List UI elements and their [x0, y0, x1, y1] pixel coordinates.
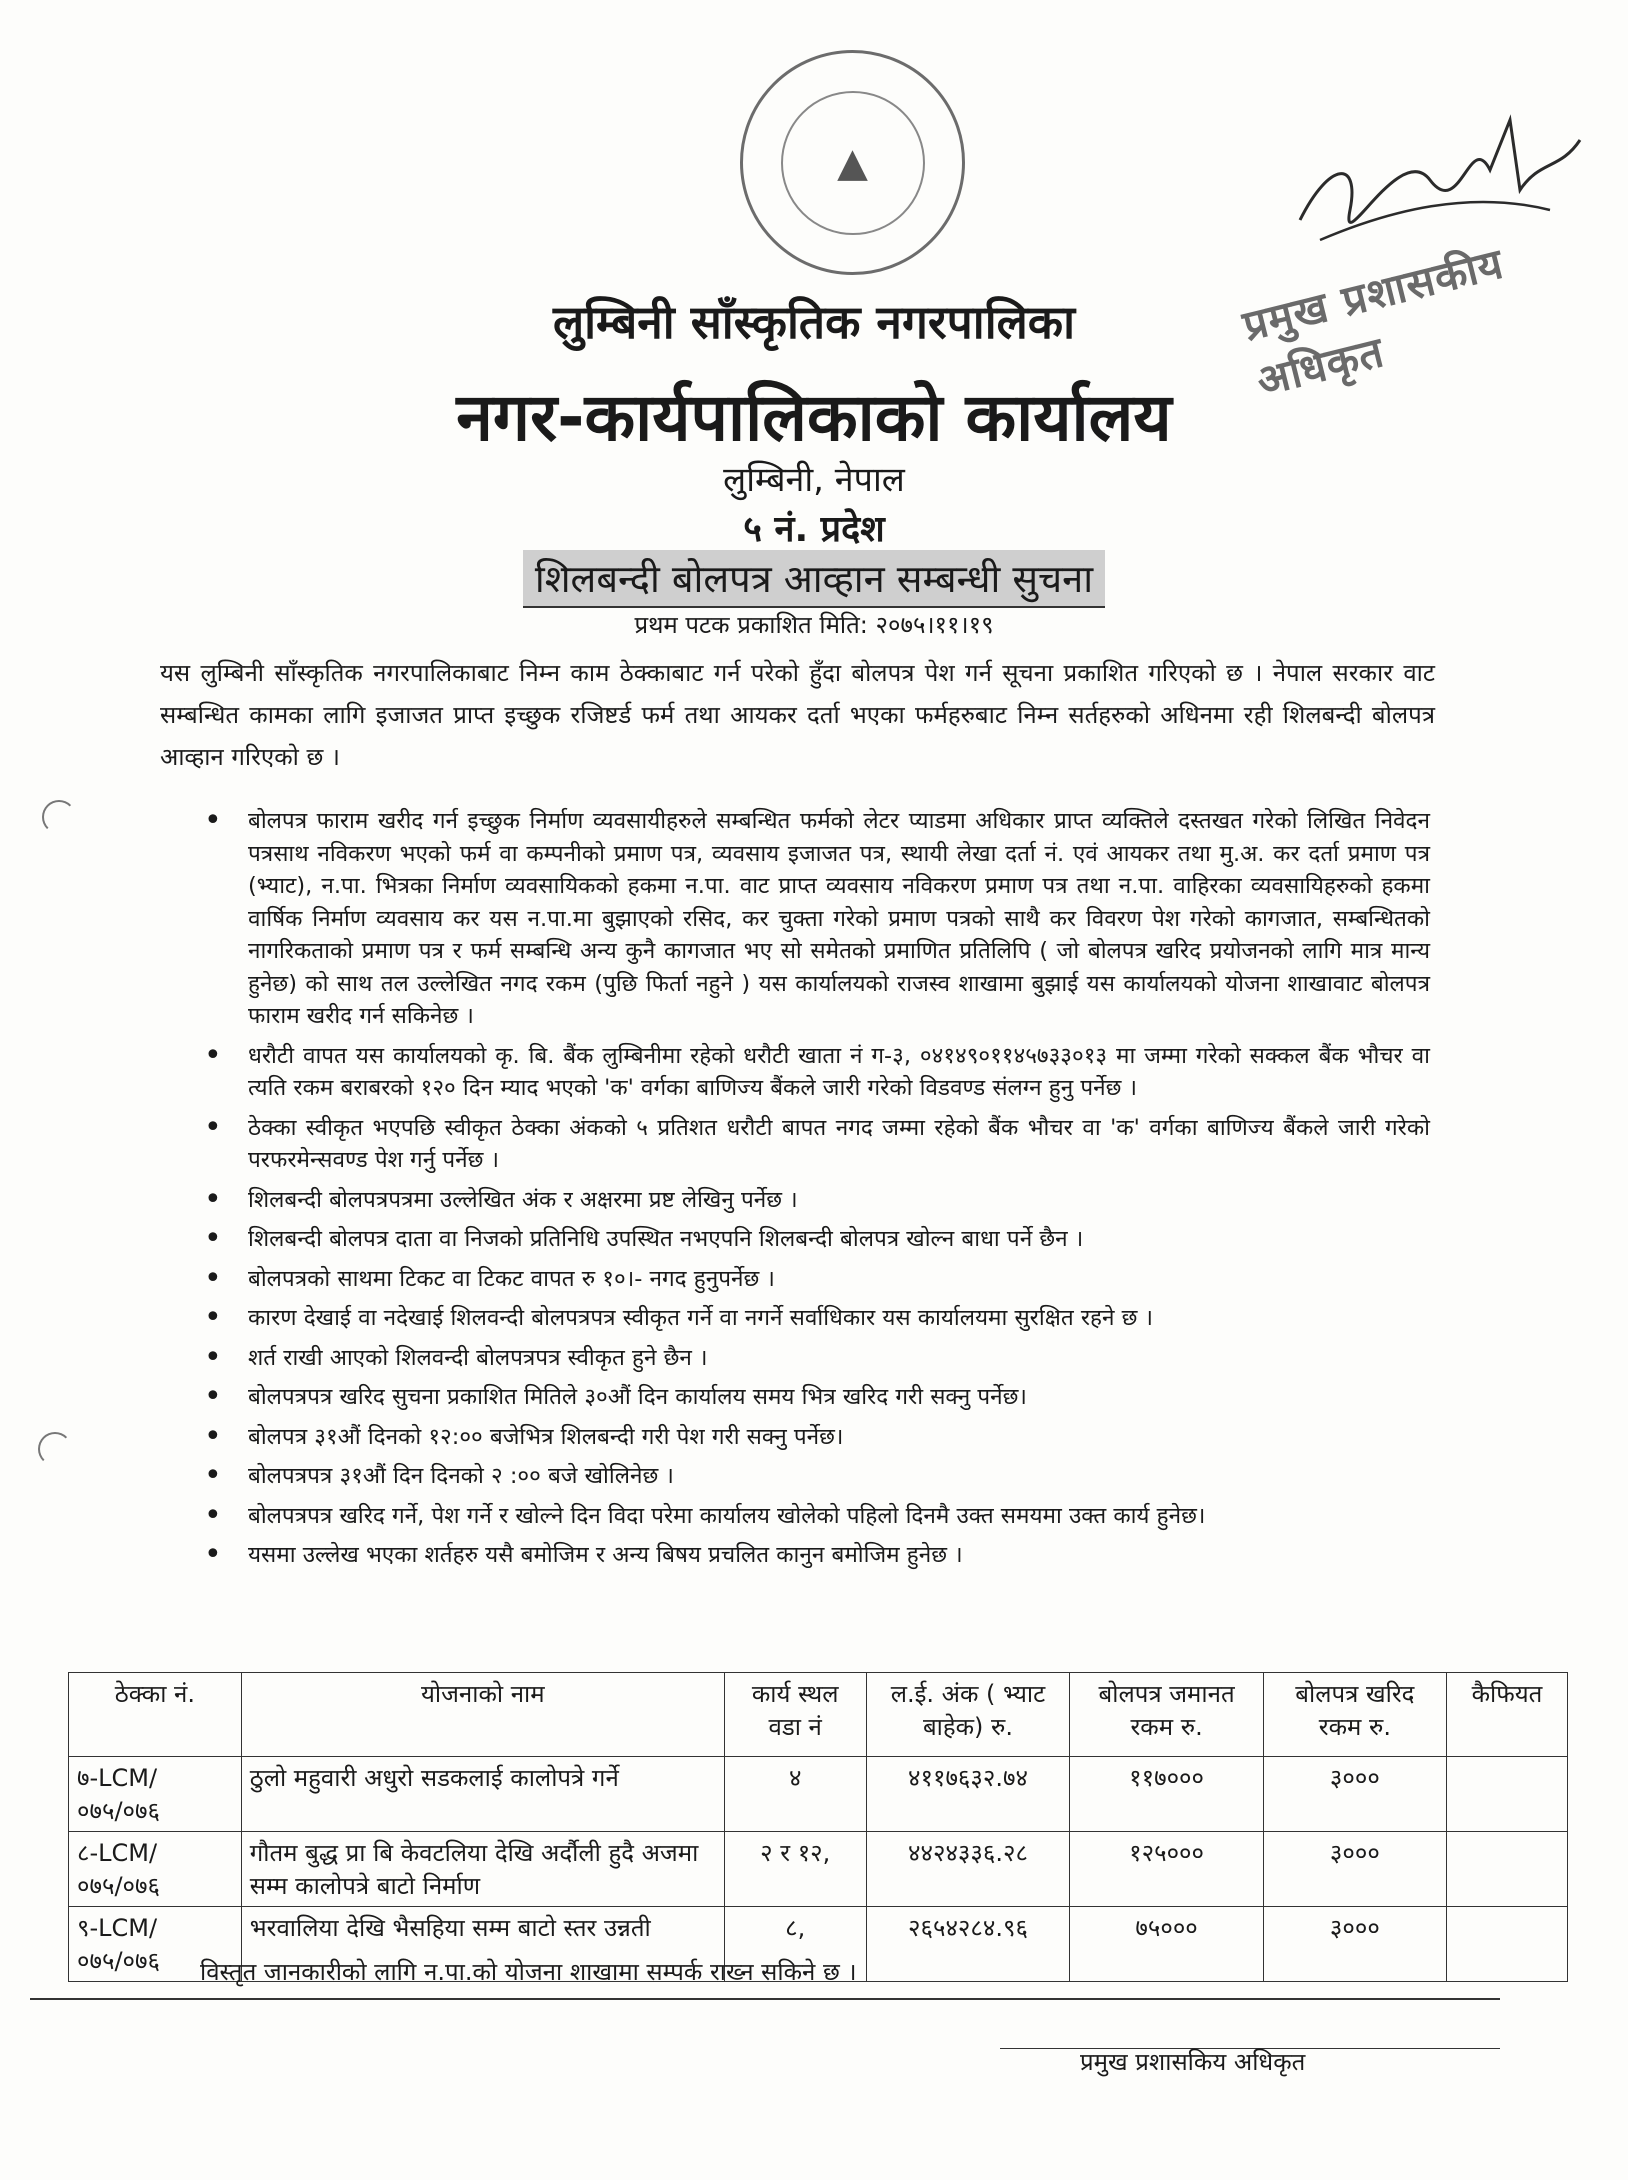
scan-mark [42, 800, 76, 834]
project-name: भरवालिया देखि भैसहिया सम्म बाटो स्तर उन्नती [241, 1907, 724, 1982]
officer-title: प्रमुख प्रशासकिय अधिकृत [1080, 2048, 1306, 2076]
publication-date: प्रथम पटक प्रकाशित मिति: २०७५।११।१९ [634, 611, 994, 639]
condition-item: • बोलपत्रपत्र खरिद गर्ने, पेश गर्ने र खोल्ने दिन विदा परेमा कार्यालय खोलेको पहिलो दिनमै उक्त समयमा उक्त कार्य हुनेछ। [200, 1500, 1430, 1533]
bid-security: १२५००० [1070, 1832, 1263, 1907]
condition-item: • शिलबन्दी बोलपत्रपत्रमा उल्लेखित अंक र अक्षरमा प्रष्ट लेखिनु पर्नेछ । [200, 1184, 1430, 1217]
condition-item: • बोलपत्रपत्र खरिद सुचना प्रकाशित मितिले ३०औं दिन कार्यालय समय भित्र खरिद गरी सक्नु पर्नेछ। [200, 1381, 1430, 1414]
province: ५ नं. प्रदेश [743, 509, 885, 550]
table-row [69, 1832, 1568, 1907]
bid-security: ७५००० [1070, 1907, 1263, 1982]
condition-item: • ठेक्का स्वीकृत भएपछि स्वीकृत ठेक्का अंकको ५ प्रतिशत धरौटी बापत नगद जम्मा रहेको बैंक भौचर वा 'क' वर्गका बाणिज्य बैंकले जारी गरेको परफरमेन्सवण्ड पेश गर्नु पर्नेछ । [200, 1112, 1430, 1177]
mountain-emblem-icon: ▲ [781, 91, 925, 235]
estimate-amount: ४११७६३२.७४ [866, 1757, 1070, 1832]
conditions-list [200, 805, 1430, 1579]
municipality-name: लुम्बिनी साँस्कृतिक नगरपालिका [552, 295, 1076, 349]
column-header: ठेक्का नं. [69, 1673, 242, 1757]
column-header: कैफियत [1446, 1673, 1567, 1757]
intro-paragraph: यस लुम्बिनी साँस्कृतिक नगरपालिकाबाट निम्न काम ठेक्काबाट गर्न परेको हुँदा बोलपत्र पेश गर्न सूचना प्रकाशित गरिएको छ । नेपाल सरकार वाट सम्बन्धित कामका लागि इजाजत प्राप्त इच्छुक रजिष्टर्ड फर्म तथा आयकर दर्ता भएका फर्महरुबाट निम्न सर्तहरुको अधिनमा रही शिलबन्दी बोलपत्र आव्हान गरिएको छ । [160, 659, 1435, 771]
office-name: नगर-कार्यपालिकाको कार्यालय [456, 379, 1172, 456]
condition-item: • शर्त राखी आएको शिलवन्दी बोलपत्रपत्र स्वीकृत हुने छैन । [200, 1342, 1430, 1375]
condition-item: • शिलबन्दी बोलपत्र दाता वा निजको प्रतिनिधि उपस्थित नभएपनि शिलबन्दी बोलपत्र खोल्न बाधा पर्ने छैन । [200, 1223, 1430, 1256]
estimate-amount: २६५४२८४.९६ [866, 1907, 1070, 1982]
project-name: गौतम बुद्ध प्रा बि केवटलिया देखि अर्दौली हुदै अजमा सम्म कालोपत्रे बाटो निर्माण [241, 1832, 724, 1907]
column-header: योजनाको नाम [241, 1673, 724, 1757]
remarks [1446, 1757, 1567, 1832]
table-header-row [69, 1673, 1568, 1757]
table-row [69, 1757, 1568, 1832]
ward-no: २ र १२, [724, 1832, 866, 1907]
column-header: बोलपत्र जमानत रकम रु. [1070, 1673, 1263, 1757]
ward-no: ८, [724, 1907, 866, 1982]
project-name: ठुलो महुवारी अधुरो सडकलाई कालोपत्रे गर्ने [241, 1757, 724, 1832]
condition-item: • बोलपत्र ३१औं दिनको १२:०० बजेभित्र शिलबन्दी गरी पेश गरी सक्नु पर्नेछ। [200, 1421, 1430, 1454]
works-table [68, 1672, 1568, 1982]
column-header: कार्य स्थल वडा नं [724, 1673, 866, 1757]
office-location: लुम्बिनी, नेपाल [723, 460, 905, 500]
condition-item: • बोलपत्रपत्र ३१औं दिन दिनको २ :०० बजे खोलिनेछ । [200, 1460, 1430, 1493]
officer-stamp: प्रमुख प्रशासकीय अधिकृत [1238, 238, 1509, 406]
bid-security: ११७००० [1070, 1757, 1263, 1832]
estimate-amount: ४४२४३३६.२८ [866, 1832, 1070, 1907]
bid-fee: ३००० [1263, 1907, 1446, 1982]
contract-no: ८-LCM/०७५/०७६ [69, 1832, 242, 1907]
contract-no: ९-LCM/०७५/०७६ [69, 1907, 242, 1982]
condition-item: • यसमा उल्लेख भएका शर्तहरु यसै बमोजिम र अन्य बिषय प्रचलित कानुन बमोजिम हुनेछ । [200, 1539, 1430, 1572]
ward-no: ४ [724, 1757, 866, 1832]
footer-note: विस्तृत जानकारीको लागि न.पा.को योजना शाखामा सम्पर्क राख्न सकिने छ । [200, 1958, 857, 1986]
divider [30, 1998, 1500, 2000]
column-header: बोलपत्र खरिद रकम रु. [1263, 1673, 1446, 1757]
remarks [1446, 1832, 1567, 1907]
condition-item: • बोलपत्रको साथमा टिकट वा टिकट वापत रु १०।- नगद हुनुपर्नेछ । [200, 1263, 1430, 1296]
condition-item: • बोलपत्र फाराम खरीद गर्न इच्छुक निर्माण व्यवसायीहरुले सम्बन्धित फर्मको लेटर प्याडमा अधिकार प्राप्त व्यक्तिले दस्तखत गरेको लिखित निवेदन पत्रसाथ नविकरण भएको फर्म वा कम्पनीको प्रमाण पत्र, व्यवसाय इजाजत पत्र, स्थायी लेखा दर्ता नं. एवं आयकर तथा मु.अ. कर दर्ता प्रमाण पत्र (भ्याट), न.पा. भित्रका निर्माण व्यवसायिकको हकमा न.पा. वाट प्राप्त व्यवसाय नविकरण प्रमाण पत्र तथा न.पा. वाहिरका व्यवसायिहरुको हकमा वार्षिक निर्माण व्यवसाय कर यस न.पा.मा बुझाएको रसिद, कर चुक्ता गरेको प्रमाण पत्रको साथै कर विवरण पेश गरेको कागजात, सम्बन्धितको नागरिकताको प्रमाण पत्र र फर्म सम्बन्धि अन्य कुनै कागजात भए सो समेतको प्रमाणित प्रतिलिपि ( जो बोलपत्र खरिद प्रयोजनको लागि मात्र मान्य हुनेछ) को साथ तल उल्लेखित नगद रकम (पुछि फिर्ता नहुने ) यस कार्यालयको राजस्व शाखामा बुझाई यस कार्यालयको योजना शाखावाट बोलपत्र फाराम खरीद गर्न सकिनेछ । [200, 805, 1430, 1033]
office-seal [740, 50, 965, 275]
condition-item: • कारण देखाई वा नदेखाई शिलवन्दी बोलपत्रपत्र स्वीकृत गर्ने वा नगर्ने सर्वाधिकार यस कार्यालयमा सुरक्षित रहने छ । [200, 1302, 1430, 1335]
column-header: ल.ई. अंक ( भ्याट बाहेक) रु. [866, 1673, 1070, 1757]
contract-no: ७-LCM/०७५/०७६ [69, 1757, 242, 1832]
bid-fee: ३००० [1263, 1757, 1446, 1832]
notice-title: शिलबन्दी बोलपत्र आव्हान सम्बन्धी सुचना [523, 550, 1105, 608]
bid-fee: ३००० [1263, 1832, 1446, 1907]
scan-mark [38, 1432, 72, 1466]
condition-item: • धरौटी वापत यस कार्यालयको कृ. बि. बैंक लुम्बिनीमा रहेको धरौटी खाता नं ग-३, ०४१४९०११४५७३३०१३ मा जम्मा गरेको सक्कल बैंक भौचर वा त्यति रकम बराबरको १२० दिन म्याद भएको 'क' वर्गका बाणिज्य बैंकले जारी गरेको विडवण्ड संलग्न हुनु पर्नेछ । [200, 1040, 1430, 1105]
remarks [1446, 1907, 1567, 1982]
notice-title-wrap [0, 550, 1628, 608]
